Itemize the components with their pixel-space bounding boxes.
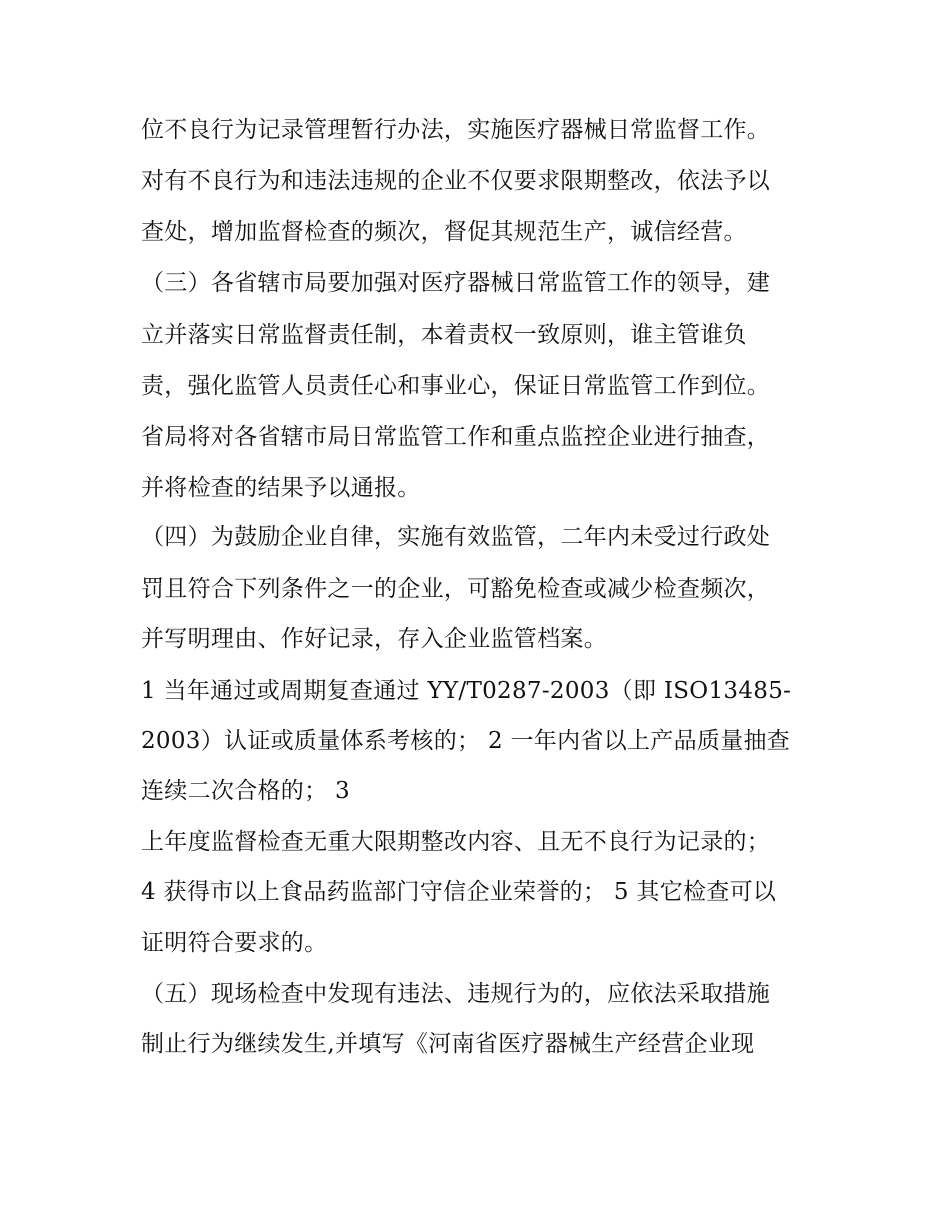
body-line-3: 查处，增加监督检查的频次，督促其规范生产，诚信经营。 (141, 219, 747, 245)
body-line-12: 1 当年通过或周期复查通过 YY/T0287-2003（即 ISO13485- (141, 678, 792, 704)
body-line-2: 对有不良行为和违法违规的企业不仅要求限期整改，依法予以 (141, 168, 771, 194)
body-line-17: 证明符合要求的。 (141, 930, 328, 956)
body-line-8: 并将检查的结果予以通报。 (141, 475, 421, 501)
body-line-4: （三）各省辖市局要加强对医疗器械日常监管工作的领导，建 (141, 270, 771, 296)
body-line-15: 上年度监督检查无重大限期整改内容、且无不良行为记录的； (141, 829, 771, 855)
body-line-1: 位不良行为记录管理暂行办法，实施医疗器械日常监督工作。 (141, 117, 771, 143)
body-line-16: 4 获得市以上食品药监部门守信企业荣誉的； 5 其它检查可以 (141, 879, 777, 905)
body-line-6: 责，强化监管人员责任心和事业心，保证日常监管工作到位。 (141, 373, 771, 399)
body-line-13: 2003）认证或质量体系考核的； 2 一年内省以上产品质量抽查 (141, 728, 791, 754)
body-line-5: 立并落实日常监督责任制，本着责权一致原则，谁主管谁负 (141, 322, 747, 348)
body-line-19: 制止行为继续发生,并填写《河南省医疗器械生产经营企业现 (141, 1031, 755, 1057)
body-line-7: 省局将对各省辖市局日常监管工作和重点监控企业进行抽查， (141, 424, 771, 450)
body-line-10: 罚且符合下列条件之一的企业，可豁免检查或减少检查频次， (141, 576, 771, 602)
body-line-14: 连续二次合格的； 3 (141, 778, 350, 804)
body-line-18: （五）现场检查中发现有违法、违规行为的，应依法采取措施 (141, 981, 771, 1007)
body-line-9: （四）为鼓励企业自律，实施有效监管，二年内未受过行政处 (141, 524, 771, 550)
body-line-11: 并写明理由、作好记录，存入企业监管档案。 (141, 626, 607, 652)
